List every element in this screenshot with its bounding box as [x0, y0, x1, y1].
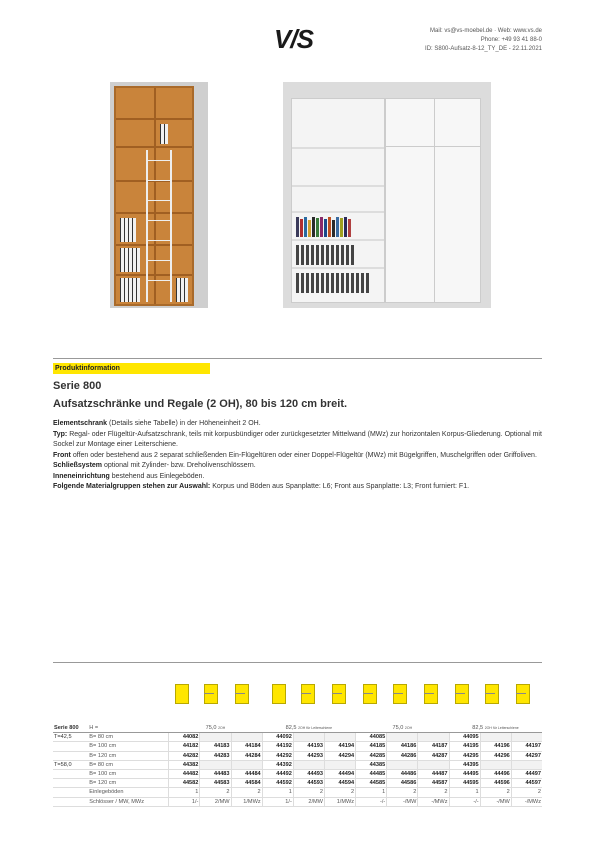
open-shelf-cabinet-image — [291, 98, 385, 303]
article-number-cell: 44585 — [356, 779, 387, 788]
series-heading: Serie 800 — [53, 380, 102, 392]
depth-label — [53, 742, 88, 751]
table-cell: 1/MWz — [231, 797, 262, 806]
books-row — [296, 215, 356, 237]
table-cell: 1 — [356, 788, 387, 797]
article-number-cell: 44286 — [387, 751, 418, 760]
article-number-cell: 44495 — [449, 769, 480, 778]
cabinet-single-door-icon — [202, 680, 220, 706]
cabinet-shelf — [292, 211, 384, 213]
article-number-cell: 44095 — [449, 733, 480, 742]
article-number-cell: 44187 — [418, 742, 449, 751]
table-row — [53, 769, 542, 778]
ladder-rung — [148, 180, 170, 181]
article-number-cell: 44595 — [449, 779, 480, 788]
binder — [132, 218, 136, 242]
shelf-board — [116, 146, 192, 148]
article-number-cell — [324, 760, 355, 769]
article-number-cell: 44484 — [231, 769, 262, 778]
table-cell: 2/MW — [200, 797, 231, 806]
desc-interior: Inneneinrichtung bestehend aus Einlegeböden. — [53, 472, 205, 480]
article-number-cell: 44196 — [480, 742, 511, 751]
document-id: ID: S800-Aufsatz-8-12_TY_DE - 22.11.2021 — [425, 46, 542, 52]
table-cell: 1/- — [169, 797, 200, 806]
article-number-cell: 44294 — [324, 751, 355, 760]
width-label: B= 80 cm — [88, 733, 168, 742]
article-number-cell: 44287 — [418, 751, 449, 760]
article-number-cell: 44587 — [418, 779, 449, 788]
article-number-cell: 44382 — [169, 760, 200, 769]
cabinet-open-mwz-ladder-icon — [453, 680, 471, 706]
table-row — [53, 733, 542, 742]
table-cell: 2 — [511, 788, 542, 797]
article-number-cell: 44184 — [231, 742, 262, 751]
ladder-rung — [148, 160, 170, 161]
binder — [164, 124, 168, 144]
article-number-cell: 44496 — [480, 769, 511, 778]
ladder-rung — [148, 260, 170, 261]
article-number-cell — [200, 760, 231, 769]
article-number-cell — [511, 733, 542, 742]
width-label: B= 120 cm — [88, 751, 168, 760]
shelf-board — [116, 118, 192, 120]
table-cell: -/- — [356, 797, 387, 806]
ladder-rung — [148, 200, 170, 201]
cabinet-shelf — [292, 239, 384, 241]
depth-label: T=58,0 — [53, 760, 88, 769]
table-cell: 2 — [231, 788, 262, 797]
ladder-rung — [148, 220, 170, 221]
door-cabinet-image — [385, 98, 481, 303]
table-cell: 2 — [418, 788, 449, 797]
article-number-cell: 44493 — [293, 769, 324, 778]
article-number-cell: 44082 — [169, 733, 200, 742]
depth-label — [53, 779, 88, 788]
contact-info — [425, 27, 542, 54]
table-cell: 2 — [387, 788, 418, 797]
article-number-cell: 44482 — [169, 769, 200, 778]
series-label: Serie 800 — [53, 724, 88, 733]
article-number-cell: 44193 — [293, 742, 324, 751]
cabinet-open-icon — [173, 680, 191, 706]
article-number-cell: 44584 — [231, 779, 262, 788]
schloesser-label: Schlösser / MW, MWz — [88, 797, 168, 806]
article-number-cell: 44582 — [169, 779, 200, 788]
width-label: B= 100 cm — [88, 742, 168, 751]
article-number-cell: 44485 — [356, 769, 387, 778]
article-number-cell: 44296 — [480, 751, 511, 760]
article-number-cell: 44292 — [262, 751, 293, 760]
desc-type: Typ: Regal- oder Flügeltür-Aufsatzschrank, teils mit korpusbündiger oder zurückgesetzter Mittelwand (MWz) zur horizontalen Korpus-Gliederung. Optional mit Sockel zur Montage einer Leiterschiene. — [53, 430, 542, 448]
depth-label: T=42,5 — [53, 733, 88, 742]
section-divider — [53, 358, 542, 359]
article-number-cell: 44285 — [356, 751, 387, 760]
article-number-cell: 44596 — [480, 779, 511, 788]
article-number-cell: 44492 — [262, 769, 293, 778]
article-number-cell — [231, 760, 262, 769]
article-number-cell: 44186 — [387, 742, 418, 751]
variant-icons — [165, 680, 542, 714]
article-number-cell: 44192 — [262, 742, 293, 751]
table-cell: 1 — [449, 788, 480, 797]
einlegeboeden-label: Einlegeböden — [88, 788, 168, 797]
binder — [136, 248, 140, 272]
cabinet-double-door-mwz-icon — [422, 680, 440, 706]
article-number-cell — [324, 733, 355, 742]
cabinet-double-door-ladder-icon — [330, 680, 348, 706]
vs-logo: V/S — [274, 24, 313, 54]
article-number-cell: 44182 — [169, 742, 200, 751]
cabinet-double-door-mwz-ladder-icon — [514, 680, 532, 706]
binder — [184, 278, 188, 302]
cabinet-shelf — [292, 267, 384, 269]
contact-mail-web: Mail: vs@vs-moebel.de · Web: www.vs.de — [429, 28, 542, 34]
article-number-cell: 44586 — [387, 779, 418, 788]
table-divider — [53, 662, 542, 663]
cabinet-open-mwz-icon — [361, 680, 379, 706]
table-row — [53, 760, 542, 769]
ladder-rung — [148, 240, 170, 241]
article-number-cell — [511, 760, 542, 769]
binders-row — [296, 271, 376, 293]
cabinet-single-door-mwz-icon — [391, 680, 409, 706]
article-number-cell: 44282 — [169, 751, 200, 760]
desc-element: Elementschrank (Details siehe Tabelle) in der Höheneinheit 2 OH. — [53, 420, 261, 427]
ladder-rung — [148, 280, 170, 281]
cabinet-single-door-ladder-icon — [299, 680, 317, 706]
article-number-cell: 44297 — [511, 751, 542, 760]
table-cell: -/MW — [480, 797, 511, 806]
desc-front: Front offen oder bestehend aus 2 separat schließenden Ein-Flügeltüren oder einer Doppel-Flügeltür (MWz) mit Bügelgriffen, Muschelgriffen oder Griffoliven. — [53, 451, 537, 459]
width-label: B= 120 cm — [88, 779, 168, 788]
article-number-cell: 44497 — [511, 769, 542, 778]
table-cell: 2 — [293, 788, 324, 797]
article-number-cell — [293, 760, 324, 769]
article-number-cell: 44594 — [324, 779, 355, 788]
table-cell: 1 — [262, 788, 293, 797]
table-row-schloesser — [53, 797, 542, 806]
article-number-cell: 44583 — [200, 779, 231, 788]
table-cell: 2/MW — [293, 797, 324, 806]
cabinet-open-ladder-icon — [270, 680, 288, 706]
height-label: H = — [88, 724, 168, 733]
cabinet-single-door-mwz-ladder-icon — [483, 680, 501, 706]
depth-label — [53, 751, 88, 760]
contact-phone: Phone: +49 93 41 88-0 — [480, 37, 542, 43]
article-number-cell: 44494 — [324, 769, 355, 778]
article-number-cell: 44597 — [511, 779, 542, 788]
article-number-cell: 44085 — [356, 733, 387, 742]
table-cell: 1/- — [262, 797, 293, 806]
table-row — [53, 751, 542, 760]
door-top-split — [386, 146, 480, 147]
width-label: B= 100 cm — [88, 769, 168, 778]
article-number-cell: 44392 — [262, 760, 293, 769]
article-number-cell — [293, 733, 324, 742]
product-description — [53, 419, 543, 493]
article-number-cell: 44092 — [262, 733, 293, 742]
table-row — [53, 742, 542, 751]
door-split — [434, 99, 435, 302]
table-cell: 2 — [200, 788, 231, 797]
article-number-cell — [418, 733, 449, 742]
article-number-cell: 44284 — [231, 751, 262, 760]
table-cell: 1 — [169, 788, 200, 797]
article-number-cell: 44385 — [356, 760, 387, 769]
article-number-cell: 44592 — [262, 779, 293, 788]
article-number-cell: 44295 — [449, 751, 480, 760]
article-number-cell: 44283 — [200, 751, 231, 760]
height-group-4: 82,5 2OH für Leiterschiene — [449, 724, 542, 733]
table-cell: 1/MWz — [324, 797, 355, 806]
desc-materials: Folgende Materialgruppen stehen zur Auswahl: Korpus und Böden aus Spanplatte: L6; Front aus Spanplatte: L3; Front furniert: F1. — [53, 483, 470, 490]
article-number-cell: 44185 — [356, 742, 387, 751]
product-info-tag: Produktinformation — [53, 363, 210, 374]
article-number-cell: 44483 — [200, 769, 231, 778]
spec-table — [53, 724, 542, 807]
table-cell: 2 — [324, 788, 355, 797]
table-cell: 2 — [480, 788, 511, 797]
article-number-cell: 44395 — [449, 760, 480, 769]
depth-label — [53, 769, 88, 778]
cabinet-shelf — [292, 185, 384, 187]
cabinet-shelf — [292, 147, 384, 149]
article-number-cell: 44194 — [324, 742, 355, 751]
product-title: Aufsatzschränke und Regale (2 OH), 80 bis 120 cm breit. — [53, 398, 348, 410]
cabinet-double-door-icon — [233, 680, 251, 706]
article-number-cell: 44593 — [293, 779, 324, 788]
article-number-cell: 44197 — [511, 742, 542, 751]
binder — [136, 278, 140, 302]
article-number-cell — [480, 760, 511, 769]
article-number-cell — [387, 760, 418, 769]
article-number-cell: 44293 — [293, 751, 324, 760]
article-number-cell: 44195 — [449, 742, 480, 751]
table-header-row — [53, 724, 542, 733]
height-group-2: 82,5 2OH für Leiterschiene — [262, 724, 355, 733]
article-number-cell — [480, 733, 511, 742]
table-cell: -/MWz — [418, 797, 449, 806]
article-number-cell: 44486 — [387, 769, 418, 778]
desc-lock: Schließsystem optional mit Zylinder- bzw. Dreholivenschlössern. — [53, 462, 256, 469]
article-number-cell — [231, 733, 262, 742]
table-cell: -/- — [449, 797, 480, 806]
article-number-cell: 44487 — [418, 769, 449, 778]
table-cell: -/MW — [387, 797, 418, 806]
article-number-cell — [200, 733, 231, 742]
height-group-3: 75,0 2OH — [356, 724, 449, 733]
table-row — [53, 779, 542, 788]
article-number-cell — [387, 733, 418, 742]
binders-row — [296, 243, 376, 265]
article-number-cell — [418, 760, 449, 769]
height-group-1: 75,0 2OH — [169, 724, 262, 733]
article-number-cell: 44183 — [200, 742, 231, 751]
width-label: B= 80 cm — [88, 760, 168, 769]
ladder-image — [146, 150, 172, 302]
table-row-einlegeboeden — [53, 788, 542, 797]
table-cell: -/MWz — [511, 797, 542, 806]
